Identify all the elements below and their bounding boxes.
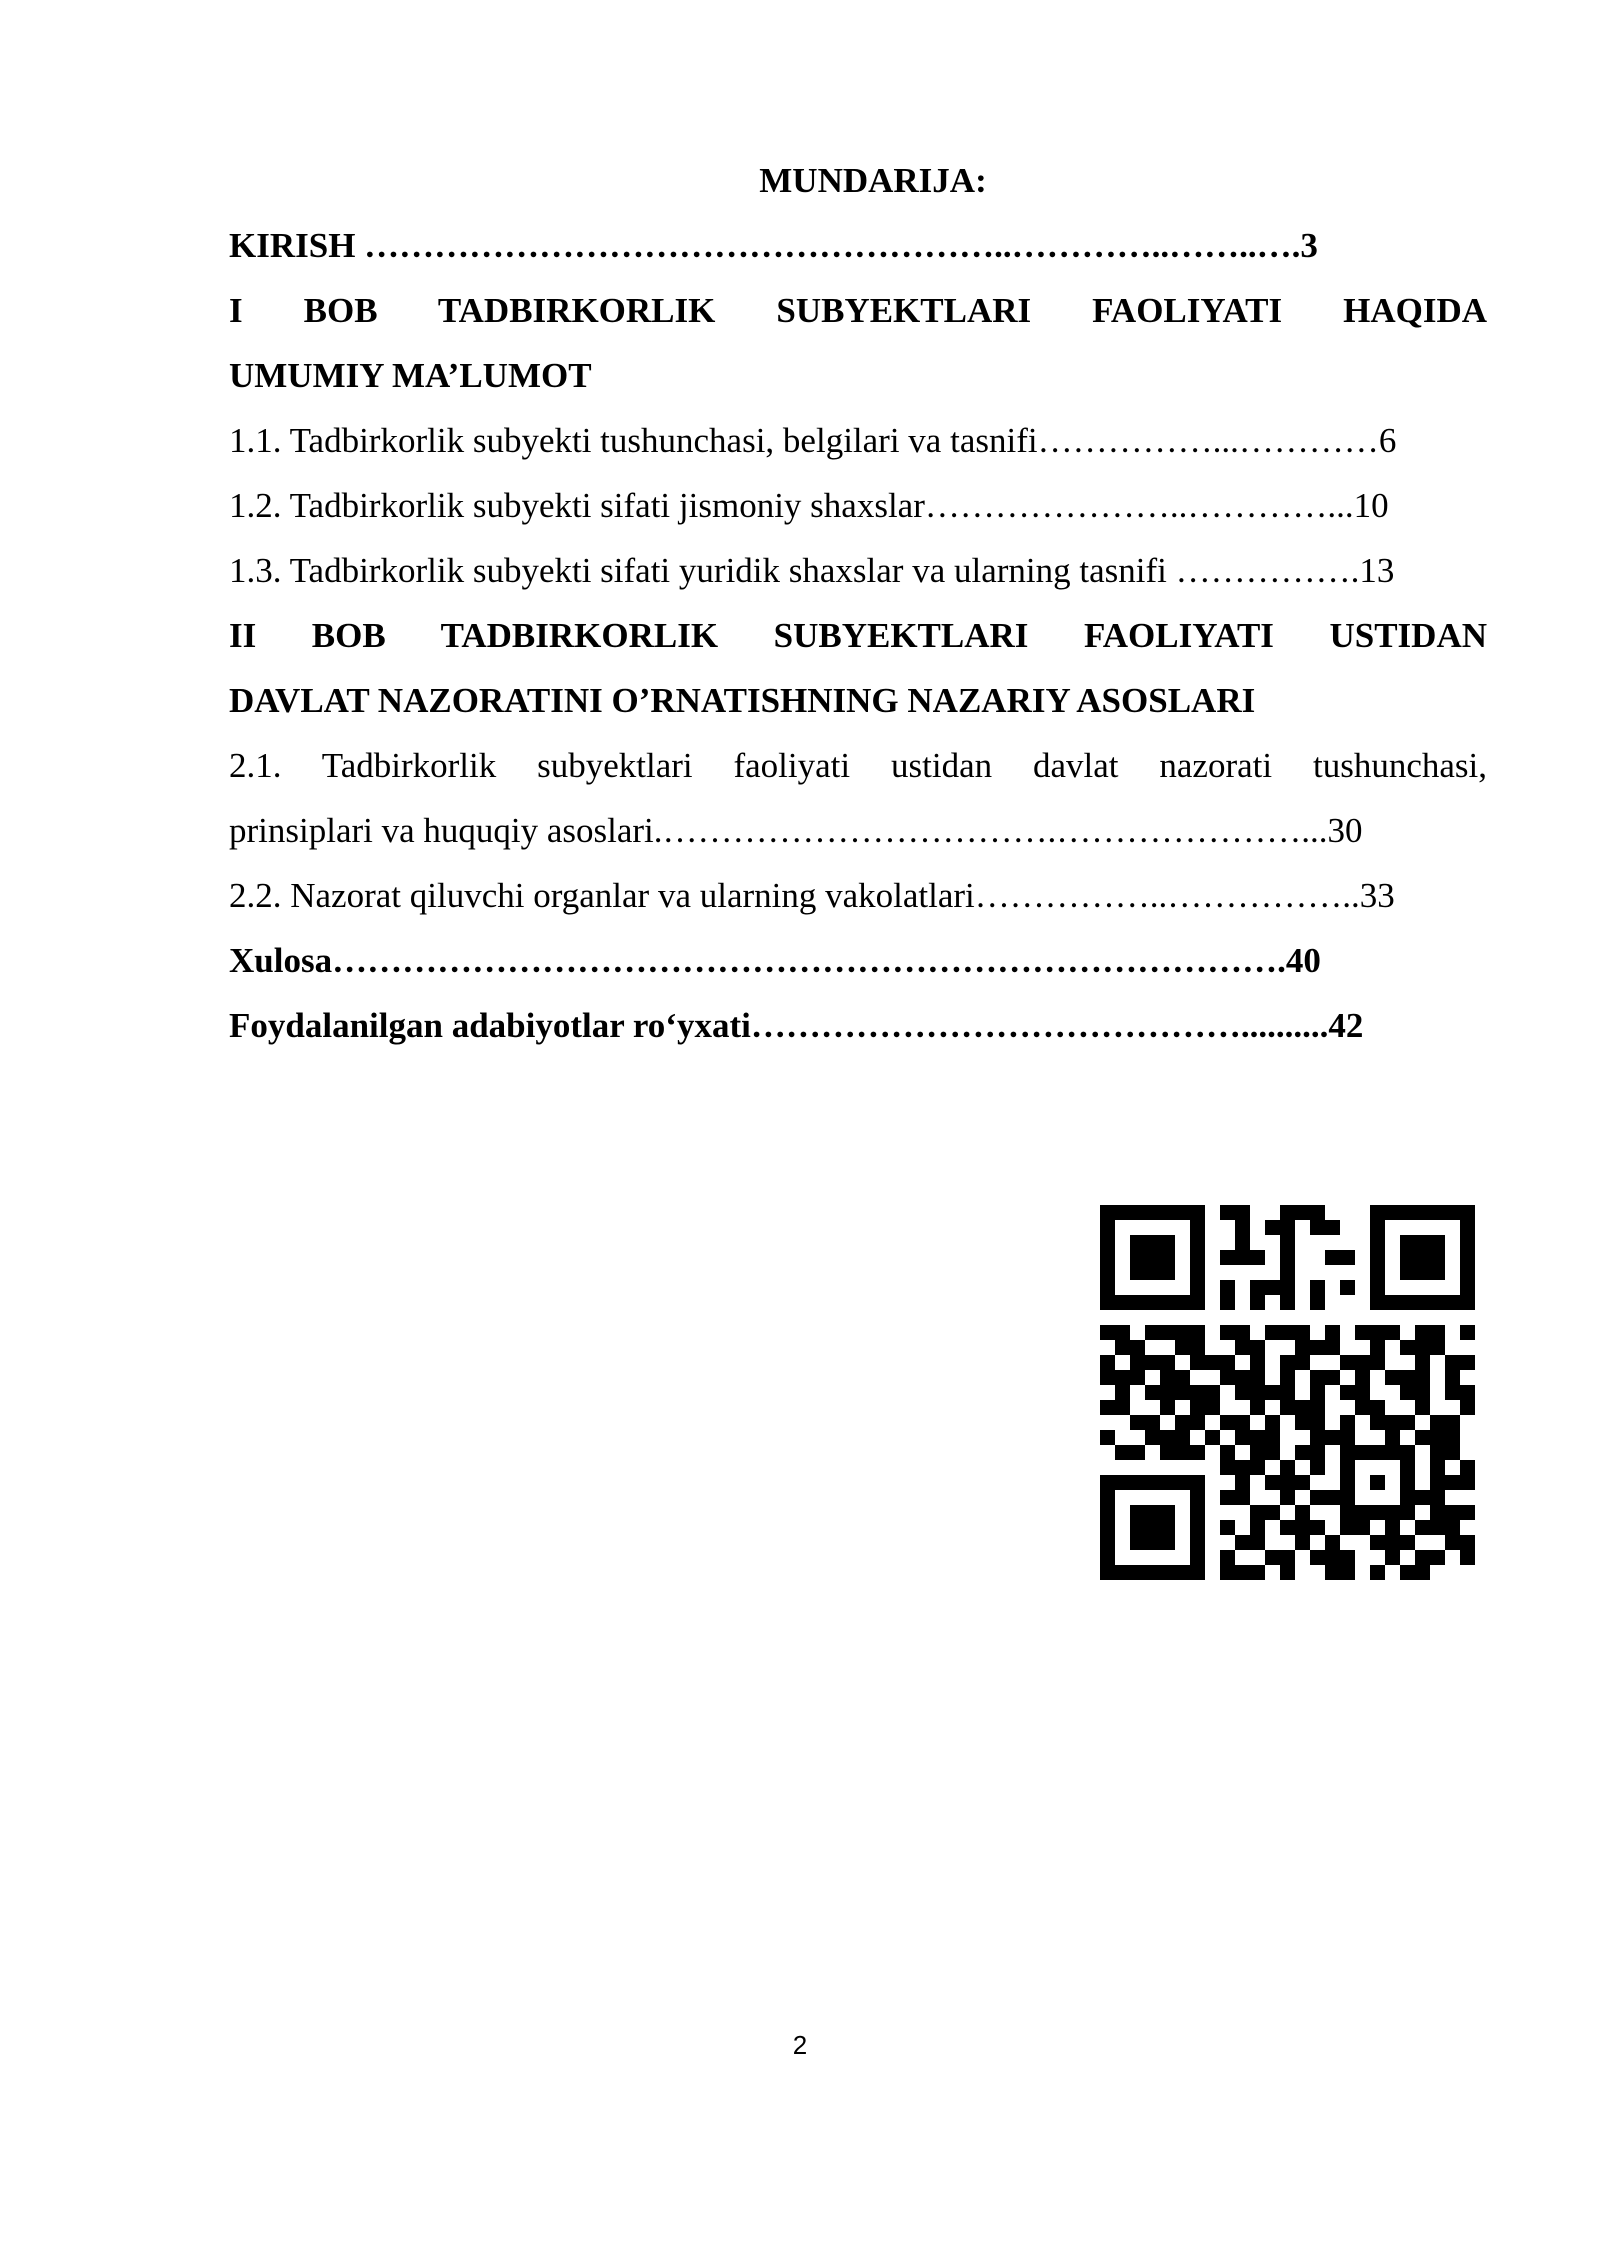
toc-entry-1-2: 1.2. Tadbirkorlik subyekti sifati jismoniy shaxslar…………………..…………...10 [229, 486, 1389, 525]
toc-entry-2-2: 2.2. Nazorat qiluvchi organlar va ularning vakolatlari……………..……………..33 [229, 876, 1395, 915]
toc-chapter-2-heading: II BOB TADBIRKORLIK SUBYEKTLARI FAOLIYATI USTIDAN [229, 616, 1487, 655]
toc-entry-1-1: 1.1. Tadbirkorlik subyekti tushunchasi, belgilari va tasnifi……………...…………6 [229, 421, 1397, 460]
toc-entry-2-1: 2.1. Tadbirkorlik subyektlari faoliyati ustidan davlat nazorati tushunchasi, [229, 746, 1487, 785]
toc-entry-kirish: KIRISH ………………………………………………..…………..……..….3 [229, 226, 1318, 265]
table-of-contents [229, 148, 1487, 1058]
toc-chapter-2-heading-cont: DAVLAT NAZORATINI O’RNATISHNING NAZARIY ASOSLARI [229, 681, 1256, 720]
toc-entry-1-3: 1.3. Tadbirkorlik subyekti sifati yuridik shaxslar va ularning tasnifi …………….13 [229, 551, 1395, 590]
toc-entry-adabiyotlar: Foydalanilgan adabiyotlar ro‘yxati……………………………………..........42 [229, 1006, 1364, 1045]
page-number: 2 [792, 2030, 808, 2060]
toc-chapter-1-heading-cont: UMUMIY MA’LUMOT [229, 356, 592, 395]
toc-title: MUNDARIJA: [759, 161, 987, 200]
toc-entry-2-1-cont: prinsiplari va huquqiy asoslari.…………………………….…………………...30 [229, 811, 1363, 850]
qr-code-icon [1100, 1205, 1475, 1580]
toc-chapter-1-heading: I BOB TADBIRKORLIK SUBYEKTLARI FAOLIYATI HAQIDA [229, 291, 1487, 330]
toc-entry-xulosa: Xulosa……………………………………………………………………….40 [229, 941, 1321, 980]
